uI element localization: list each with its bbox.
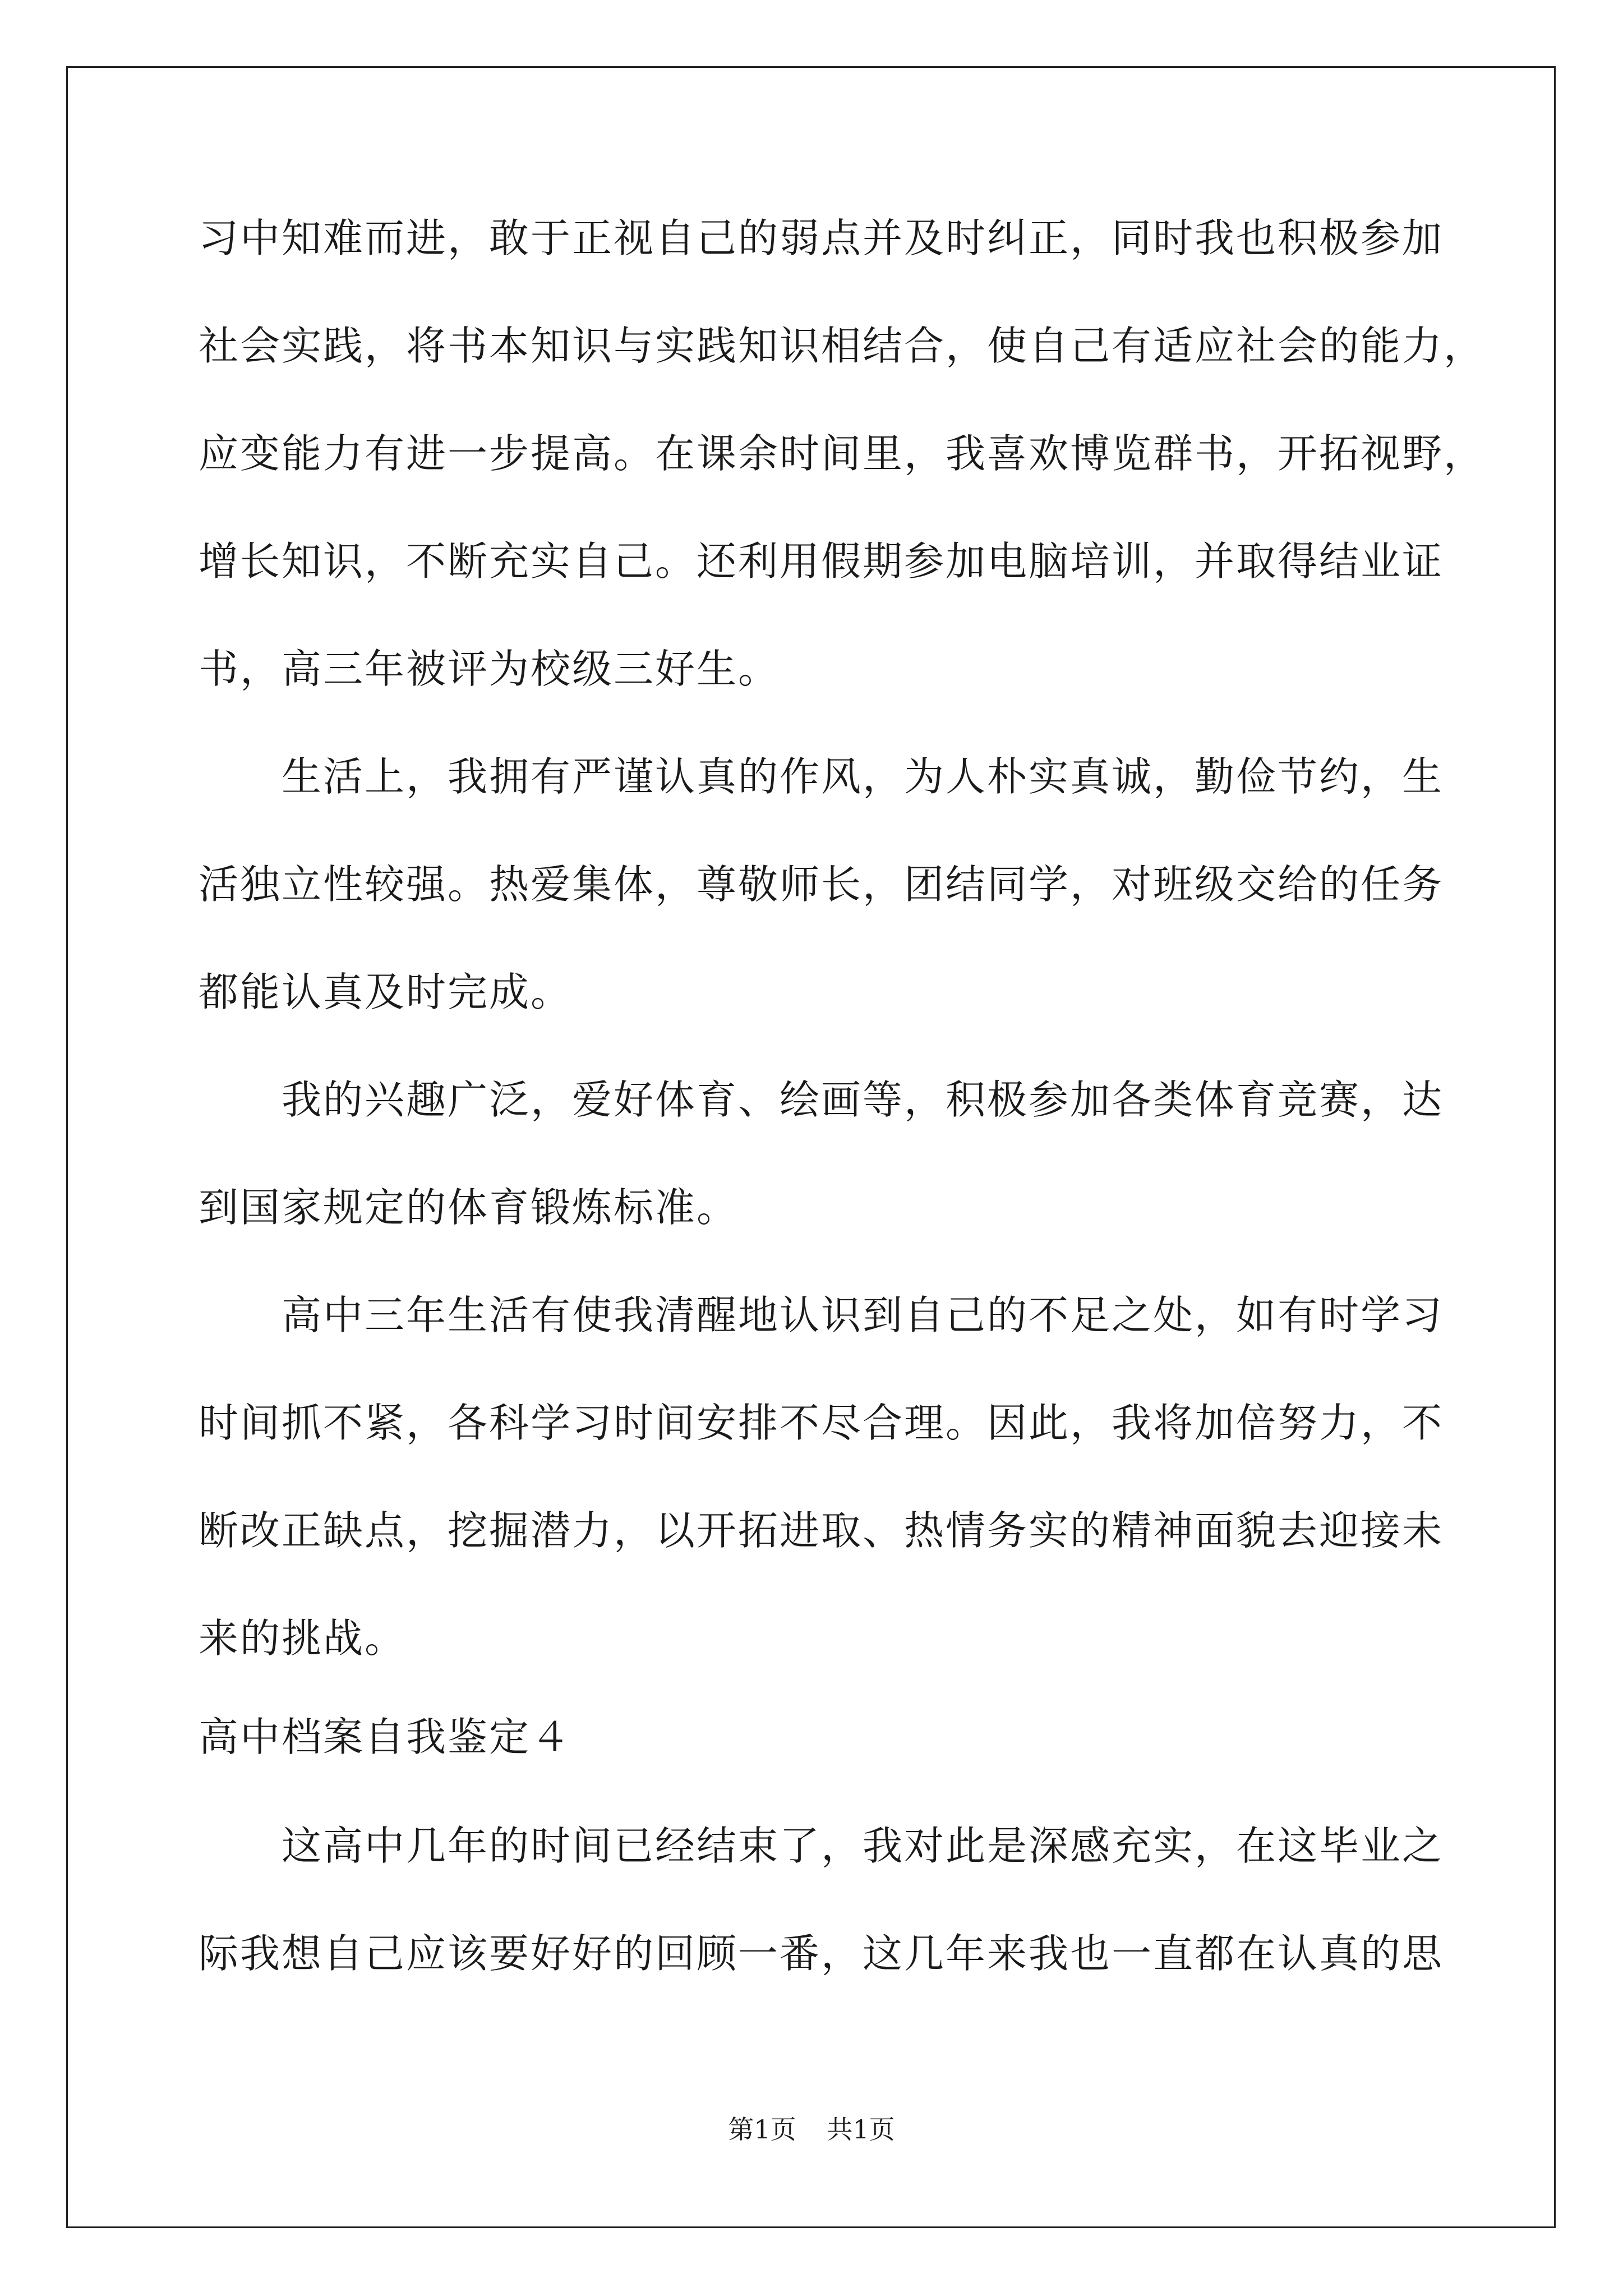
text-line: 活独立性较强。热爱集体，尊敬师长，团结同学，对班级交给的任务 — [199, 861, 1444, 908]
text-line: 时间抓不紧，各科学习时间安排不尽合理。因此，我将加倍努力，不 — [199, 1400, 1444, 1446]
text-line: 社会实践，将书本知识与实践知识相结合，使自己有适应社会的能力， — [199, 323, 1486, 369]
page-number: 第1页 — [728, 2114, 796, 2145]
page-footer — [0, 2113, 1623, 2146]
text-line: 习中知难而进，敢于正视自己的弱点并及时纠正，同时我也积极参加 — [199, 215, 1444, 261]
page-border — [66, 66, 1556, 2228]
text-line: 应变能力有进一步提高。在课余时间里，我喜欢博览群书，开拓视野， — [199, 430, 1486, 477]
text-line: 断改正缺点，挖掘潜力，以开拓进取、热情务实的精神面貌去迎接未 — [199, 1507, 1444, 1554]
text-line: 际我想自己应该要好好的回顾一番，这几年来我也一直都在认真的思 — [199, 1930, 1444, 1977]
text-line: 高中三年生活有使我清醒地认识到自己的不足之处，如有时学习 — [282, 1292, 1444, 1338]
text-line: 我的兴趣广泛，爱好体育、绘画等，积极参加各类体育竞赛，达 — [282, 1076, 1444, 1123]
text-line: 生活上，我拥有严谨认真的作风，为人朴实真诚，勤俭节约，生 — [282, 753, 1444, 800]
text-line: 这高中几年的时间已经结束了，我对此是深感充实，在这毕业之 — [282, 1823, 1444, 1869]
text-line: 到国家规定的体育锻炼标准。 — [199, 1184, 739, 1231]
text-line: 书，高三年被评为校级三好生。 — [199, 646, 780, 692]
section-heading: 高中档案自我鉴定４ — [199, 1714, 573, 1760]
page-count: 共1页 — [827, 2114, 895, 2145]
text-line: 增长知识，不断充实自己。还利用假期参加电脑培训，并取得结业证 — [199, 538, 1444, 585]
text-line: 都能认真及时完成。 — [199, 969, 573, 1015]
text-line: 来的挑战。 — [199, 1615, 407, 1662]
